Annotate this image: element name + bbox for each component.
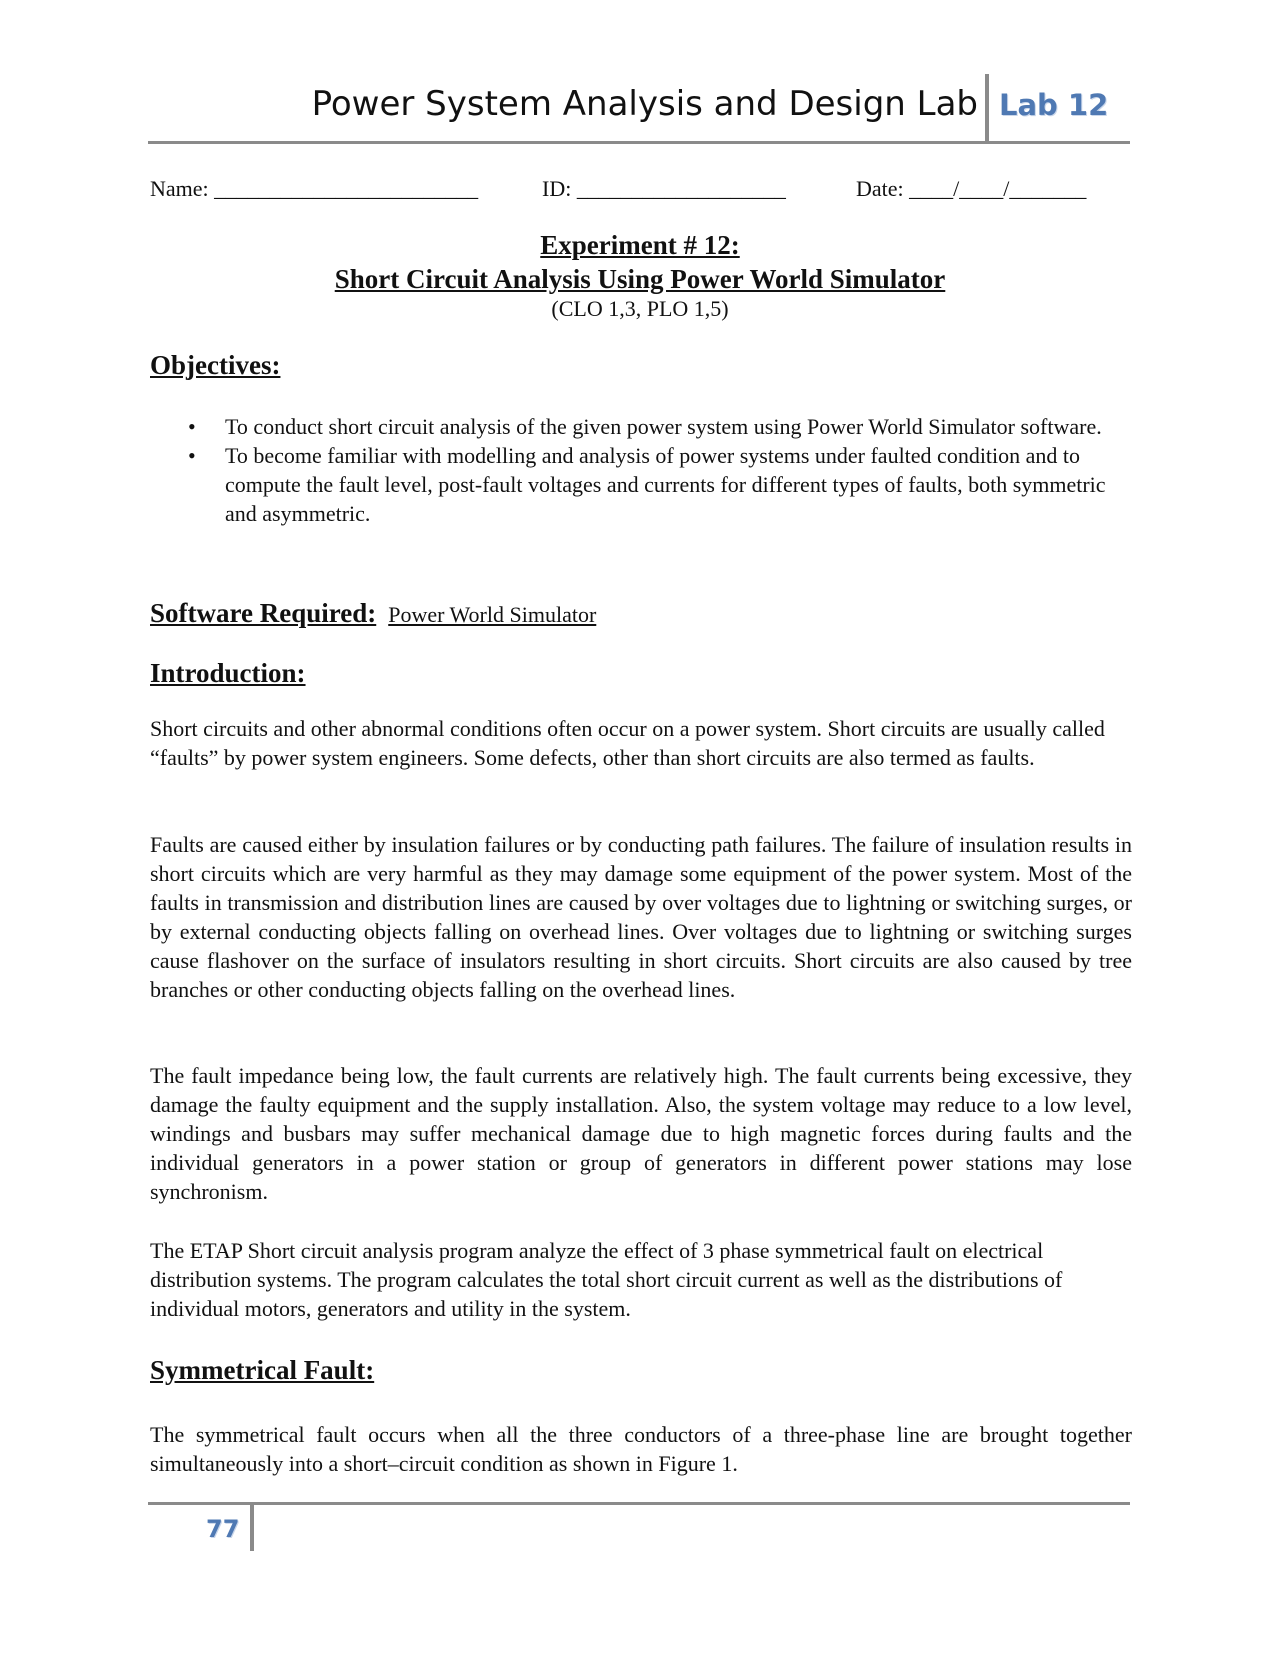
experiment-number: Experiment # 12: [540, 230, 740, 260]
symmetrical-heading: Symmetrical Fault: [150, 1355, 375, 1385]
experiment-titles [0, 228, 1280, 322]
footer-divider [250, 1505, 254, 1551]
header-title: Power System Analysis and Design Lab [311, 84, 978, 124]
intro-paragraph-3: The fault impedance being low, the fault currents are relatively high. The fault currents being excessive, they damage the faulty equipment and the supply installation. Also, the system voltage may reduce to a low level, windings and busbars may suffer mechanical damage due to high magnetic forces during faults and the individual generators in a power station or group of generators in different power stations may lose synchronism. [150, 1063, 1132, 1204]
introduction-heading: Introduction: [150, 658, 306, 688]
objectives-list [150, 412, 1132, 528]
symmetrical-paragraph: The symmetrical fault occurs when all the three conductors of a three-phase line are brought together simultaneously into a short–circuit condition as shown in Figure 1. [150, 1422, 1132, 1476]
header-rule [148, 141, 1130, 144]
objective-text: To conduct short circuit analysis of the given power system using Power World Simulator software. [225, 414, 1102, 439]
objectives-heading: Objectives: [150, 350, 281, 380]
name-field: Name: ________________________ [150, 176, 479, 201]
intro-paragraph-4: The ETAP Short circuit analysis program analyze the effect of 3 phase symmetrical fault on electrical distribution systems. The program calculates the total short circuit current as well as the distributions of individual motors, generators and utility in the system. [150, 1238, 1063, 1321]
intro-paragraph-1: Short circuits and other abnormal conditions often occur on a power system. Short circuits are usually called “faults” by power system engineers. Some defects, other than short circuits are also termed as faults. [150, 716, 1105, 770]
page-number: 77 [206, 1515, 240, 1543]
intro-paragraph-2: Faults are caused either by insulation failures or by conducting path failures. The failure of insulation results in short circuits which are very harmful as they may damage some equipment of the power system. Most of the faults in transmission and distribution lines are caused by over voltages due to lightning or switching surges, or by external conducting objects falling on overhead lines. Over voltages due to lightning or switching surges cause flashover on the surface of insulators resulting in short circuits. Short circuits are also caused by tree branches or other conducting objects falling on the overhead lines. [150, 832, 1132, 1002]
objective-text: To become familiar with modelling and analysis of power systems under faulted condition and to compute the fault level, post-fault voltages and currents for different types of faults, both symmetric and asymmetric. [225, 443, 1106, 526]
list-item [150, 441, 1132, 528]
list-item [150, 412, 1132, 441]
software-section [150, 598, 596, 629]
date-field: Date: ____/____/_______ [856, 176, 1087, 201]
bullet-icon: • [188, 414, 196, 439]
header-lab-label: Lab 12 [999, 88, 1109, 122]
software-value: Power World Simulator [388, 602, 597, 627]
header-divider [985, 74, 989, 142]
experiment-clo: (CLO 1,3, PLO 1,5) [551, 296, 729, 321]
id-field: ID: ___________________ [542, 176, 786, 201]
experiment-title: Short Circuit Analysis Using Power World Simulator [334, 264, 946, 294]
software-heading: Software Required: [150, 598, 377, 628]
footer-rule [148, 1502, 1130, 1505]
bullet-icon: • [188, 443, 196, 468]
